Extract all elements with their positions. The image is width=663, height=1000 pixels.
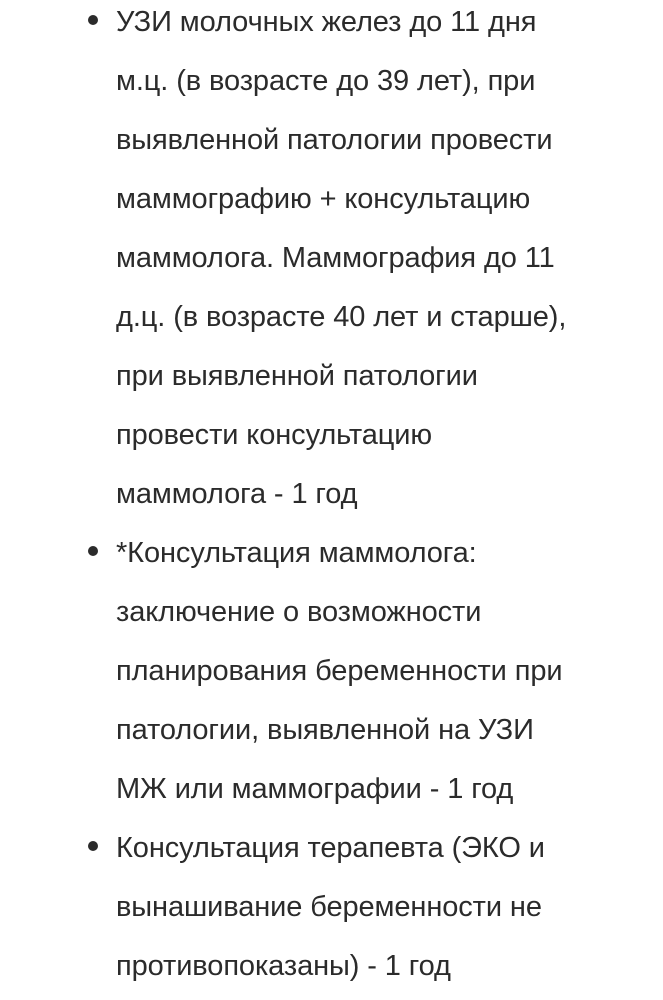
item-text-line: маммолога. Маммография до 11 <box>116 242 555 274</box>
item-text-line: противопоказаны) - 1 год <box>116 950 451 982</box>
list-item-therapist-consultation <box>0 819 663 996</box>
item-text-line: выявленной патологии провести <box>116 124 553 156</box>
bullet-icon <box>88 546 98 556</box>
item-text-line: УЗИ молочных желез до 11 дня <box>116 6 537 38</box>
bullet-icon <box>88 841 98 851</box>
item-text-line: патологии, выявленной на УЗИ <box>116 714 534 746</box>
item-text-line: д.ц. (в возрасте 40 лет и старше), <box>116 301 567 333</box>
item-text-line: провести консультацию <box>116 419 433 451</box>
list-item-mammologist-consultation <box>0 524 663 819</box>
item-text-line: при выявленной патологии <box>116 360 478 392</box>
item-text-line: *Консультация маммолога: <box>116 537 477 569</box>
bullet-icon <box>88 15 98 25</box>
item-text-line: Консультация терапевта (ЭКО и <box>116 832 545 864</box>
item-text-line: маммолога - 1 год <box>116 478 358 510</box>
item-text-line: маммографию + консультацию <box>116 183 531 215</box>
item-text-line: планирования беременности при <box>116 655 563 687</box>
item-text-line: МЖ или маммографии - 1 год <box>116 773 514 805</box>
item-text-line: вынашивание беременности не <box>116 891 542 923</box>
item-text-line: м.ц. (в возрасте до 39 лет), при <box>116 65 536 97</box>
item-text-line: заключение о возможности <box>116 596 482 628</box>
